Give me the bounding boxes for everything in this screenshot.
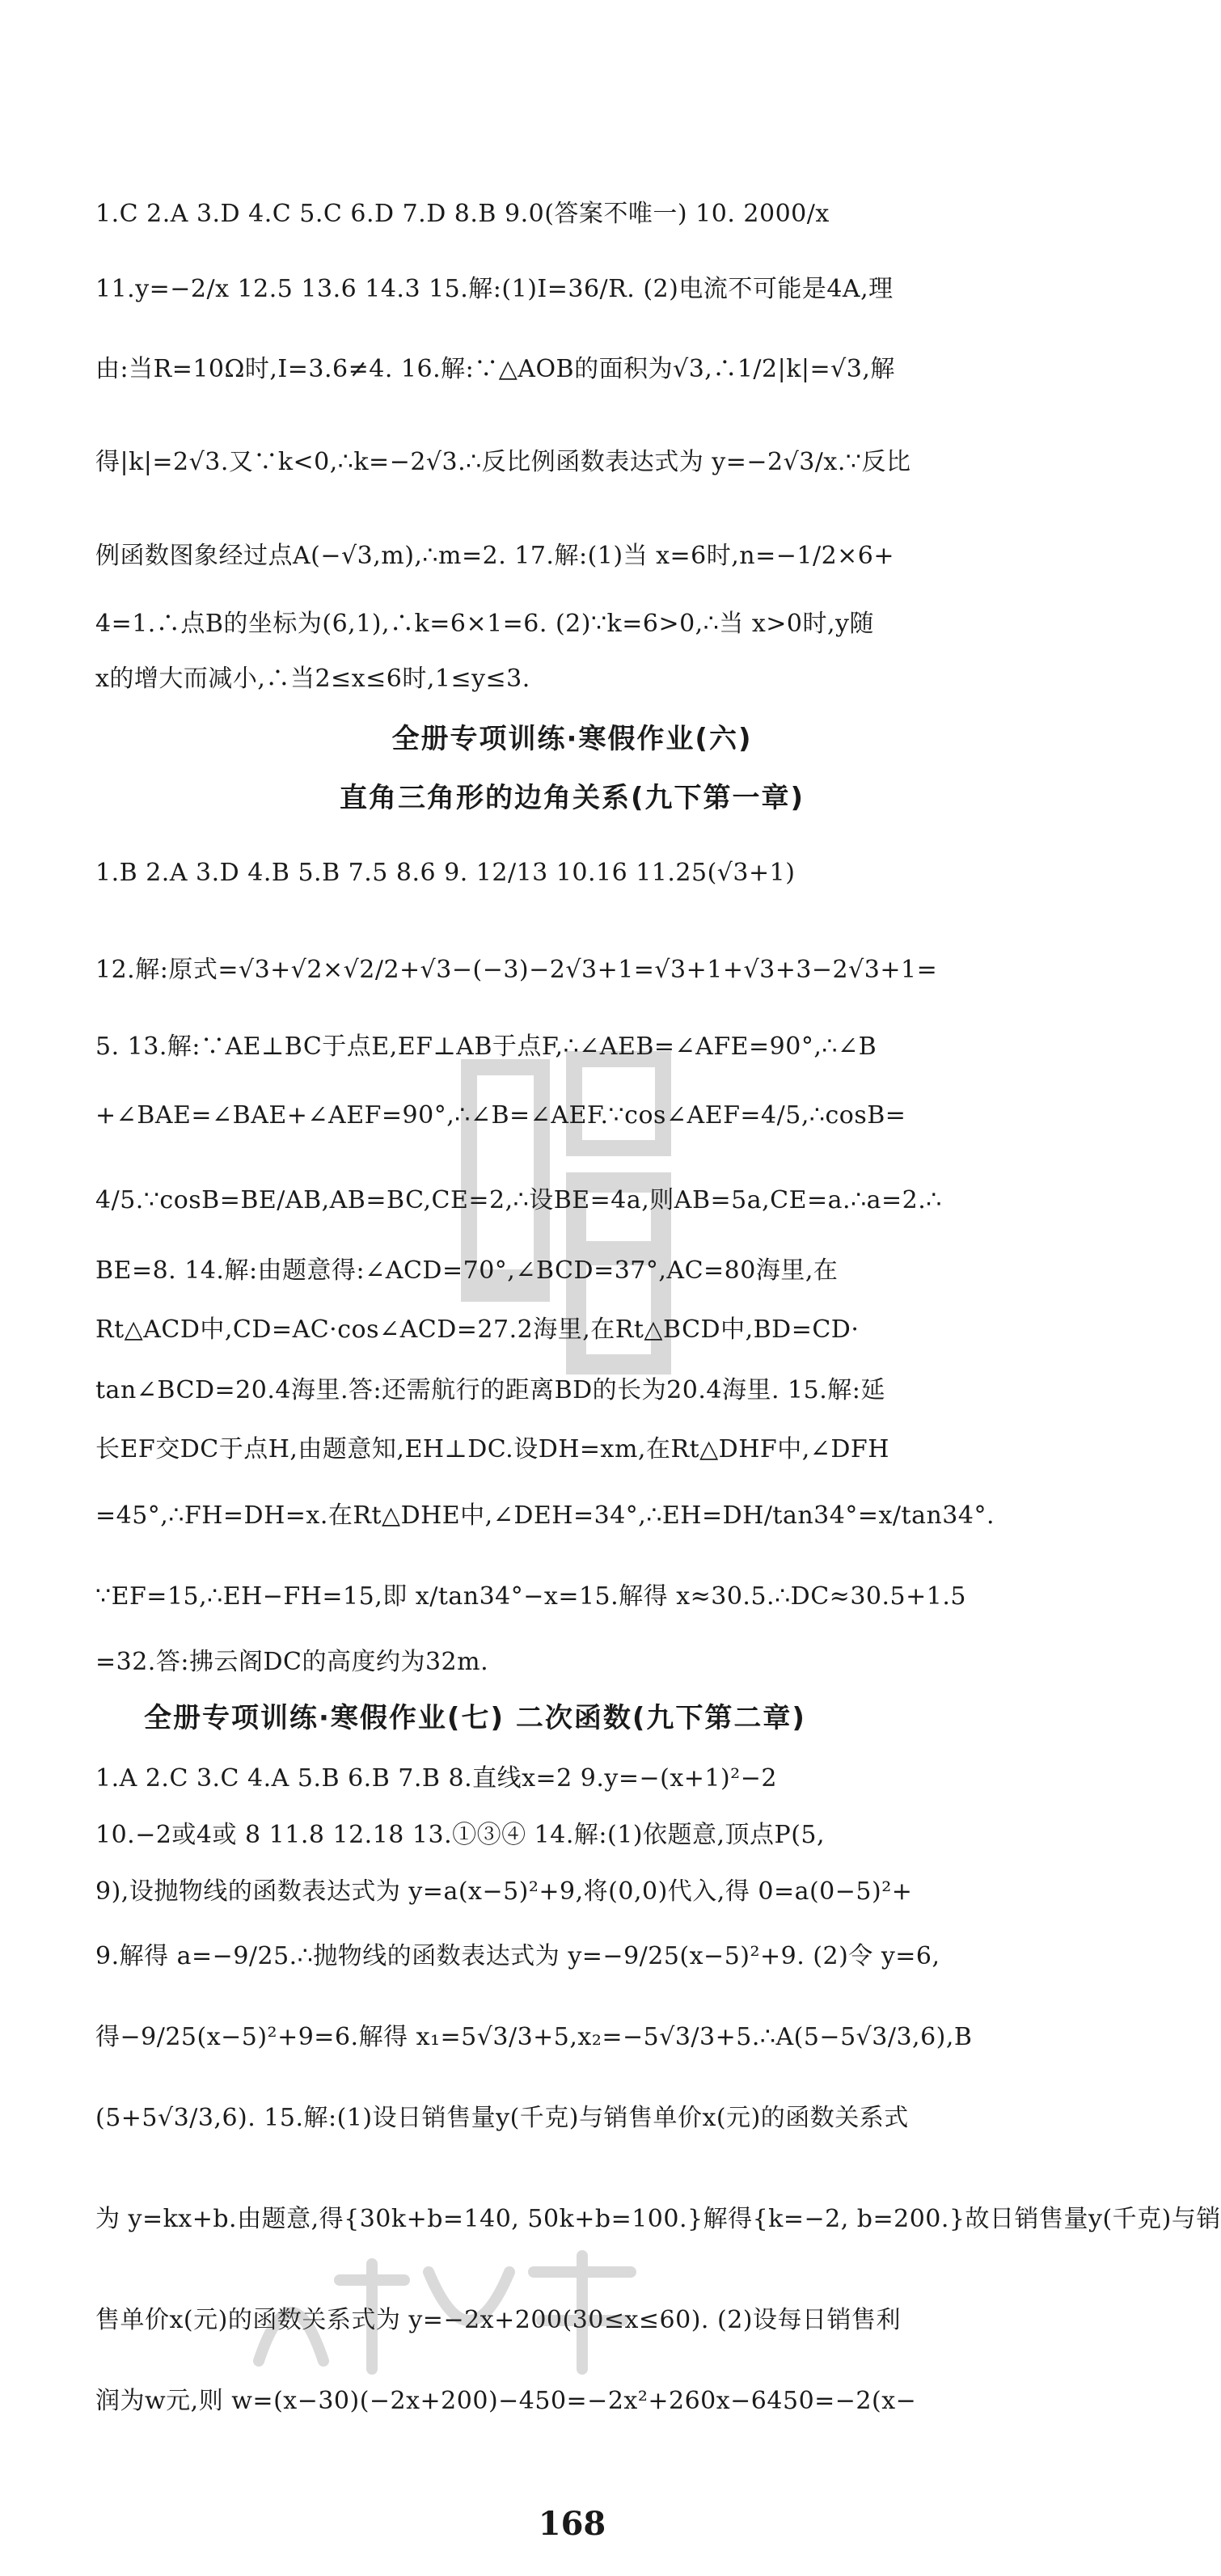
answer-line: BE=8. 14.解:由题意得:∠ACD=70°,∠BCD=37°,AC=80海里,在 [95,1256,839,1285]
answer-line: Rt△ACD中,CD=AC·cos∠ACD=27.2海里,在Rt△BCD中,BD=CD· [95,1315,860,1344]
answer-line: 为 y=kx+b.由题意,得{30k+b=140, 50k+b=100.}解得{k=−2, b=200.}故日销售量y(千克)与销 [95,2205,1221,2233]
zuoye-jingling-watermark-icon [243,2248,647,2377]
answer-line: 1.A 2.C 3.C 4.A 5.B 6.B 7.B 8.直线x=2 9.y=−(x+1)²−2 [95,1764,777,1793]
answer-line: tan∠BCD=20.4海里.答:还需航行的距离BD的长为20.4海里. 15.解:延 [95,1376,885,1404]
section-six-subtitle: 直角三角形的边角关系(九下第一章) [339,782,805,814]
answer-line: 由:当R=10Ω时,I=3.6≠4. 16.解:∵△AOB的面积为√3,∴1/2|k|=√3,解 [95,355,895,383]
answer-line: 9.解得 a=−9/25.∴抛物线的函数表达式为 y=−9/25(x−5)²+9. (2)令 y=6, [95,1942,940,1970]
answer-line: 得−9/25(x−5)²+9=6.解得 x₁=5√3/3+5,x₂=−5√3/3+5.∴A(5−5√3/3,6),B [95,2023,973,2051]
answer-line: =45°,∴FH=DH=x.在Rt△DHE中,∠DEH=34°,∴EH=DH/tan34°=x/tan34°. [95,1501,995,1530]
answer-line: 5. 13.解:∵AE⊥BC于点E,EF⊥AB于点F,∴∠AEB=∠AFE=90°,∴∠B [95,1033,877,1061]
answer-line: 1.C 2.A 3.D 4.C 5.C 6.D 7.D 8.B 9.0(答案不唯一) 10. 2000/x [95,200,830,228]
answer-line: 11.y=−2/x 12.5 13.6 14.3 15.解:(1)I=36/R. (2)电流不可能是4A,理 [95,275,894,303]
answer-line: 12.解:原式=√3+√2×√2/2+√3−(−3)−2√3+1=√3+1+√3+3−2√3+1= [95,956,938,984]
answer-line: x的增大而减小,∴当2≤x≤6时,1≤y≤3. [95,665,530,693]
answer-line: 例函数图象经过点A(−√3,m),∴m=2. 17.解:(1)当 x=6时,n=−1/2×6+ [95,542,895,570]
answer-line: 4/5.∵cosB=BE/AB,AB=BC,CE=2,∴设BE=4a,则AB=5a,CE=a.∴a=2.∴ [95,1186,942,1214]
answer-line: (5+5√3/3,6). 15.解:(1)设日销售量y(千克)与销售单价x(元)的函数关系式 [95,2104,909,2132]
answer-line: 长EF交DC于点H,由题意知,EH⊥DC.设DH=xm,在Rt△DHF中,∠DFH [95,1435,889,1463]
answer-line: ∵EF=15,∴EH−FH=15,即 x/tan34°−x=15.解得 x≈30.5.∴DC≈30.5+1.5 [95,1582,966,1611]
page-number: 168 [538,2505,606,2543]
answer-line: 9),设抛物线的函数表达式为 y=a(x−5)²+9,将(0,0)代入,得 0=a(0−5)²+ [95,1877,913,1906]
answer-line: 润为w元,则 w=(x−30)(−2x+200)−450=−2x²+260x−6450=−2(x− [95,2387,917,2415]
answer-line: 1.B 2.A 3.D 4.B 5.B 7.5 8.6 9. 12/13 10.16 11.25(√3+1) [95,859,796,887]
answer-line: 售单价x(元)的函数关系式为 y=−2x+200(30≤x≤60). (2)设每日销售利 [95,2306,902,2334]
answer-line: =32.答:拂云阁DC的高度约为32m. [95,1648,489,1676]
answer-line: 4=1.∴点B的坐标为(6,1),∴k=6×1=6. (2)∵k=6>0,∴当 x>0时,y随 [95,610,874,638]
answer-line: 得|k|=2√3.又∵k<0,∴k=−2√3.∴反比例函数表达式为 y=−2√3/x.∵反比 [95,448,911,476]
section-seven-title: 全册专项训练·寒假作业(七) 二次函数(九下第二章) [144,1702,806,1734]
answer-line: 10.−2或4或 8 11.8 12.18 13.①③④ 14.解:(1)依题意,顶点P(5, [95,1821,826,1849]
answer-line: +∠BAE=∠BAE+∠AEF=90°,∴∠B=∠AEF.∵cos∠AEF=4/5,∴cosB= [95,1101,906,1130]
section-six-title: 全册专项训练·寒假作业(六) [391,723,753,755]
